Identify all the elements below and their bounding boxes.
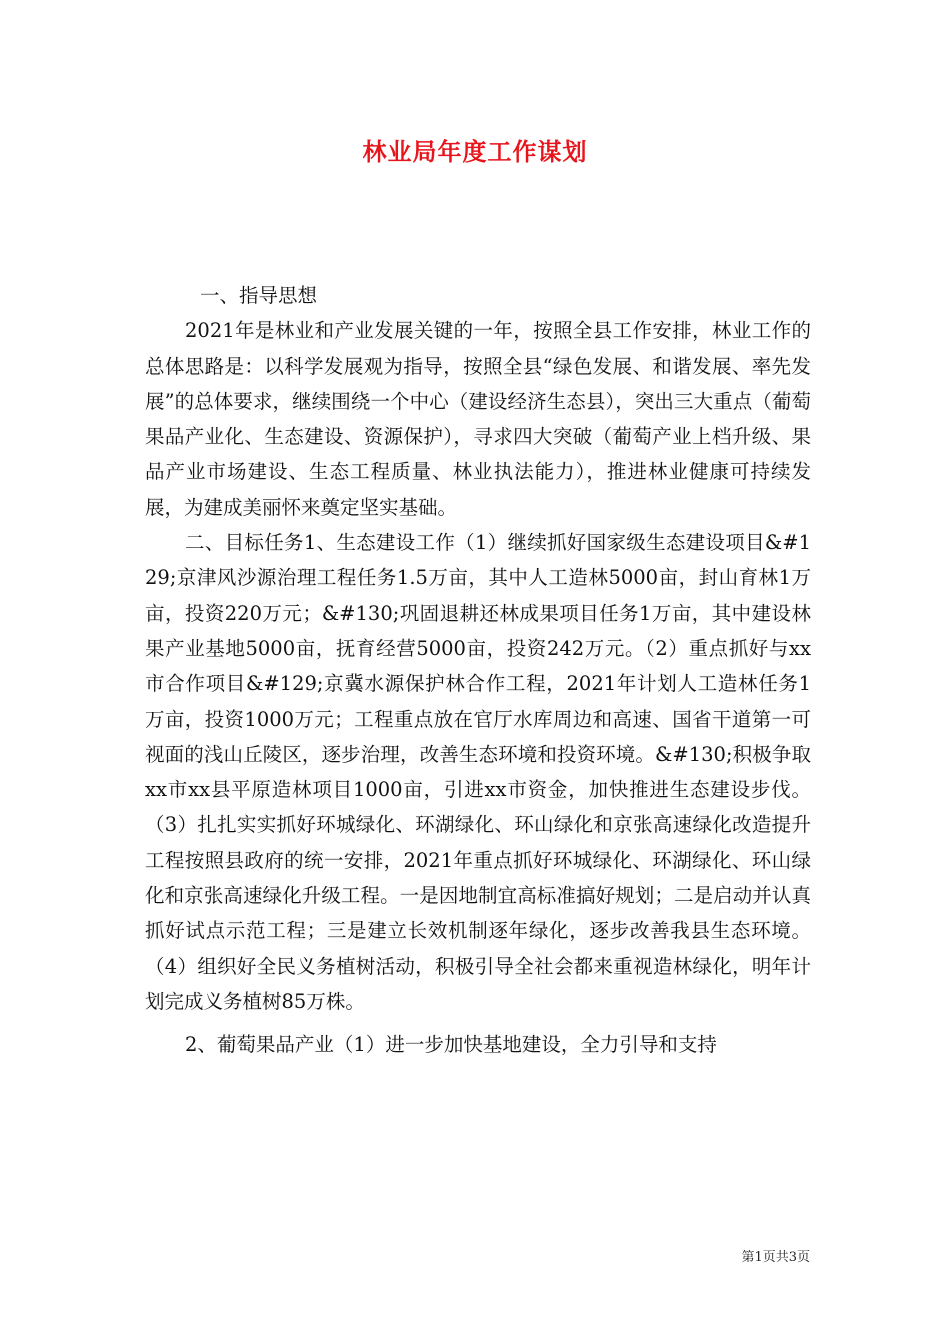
paragraph-grape-fruit-industry: 2、葡萄果品产业（1）进一步加快基地建设，全力引导和支持 — [185, 1033, 717, 1057]
document-body — [145, 278, 811, 1063]
paragraph-targets-tasks: 二、目标任务1、生态建设工作（1）继续抓好国家级生态建设项目&#129;京津风沙源治理工程任务1.5万亩，其中人工造林5000亩，封山育林1万亩，投资220万元；&#130;巩固退耕还林成果项目任务1万亩，其中建设林果产业基地5000亩，抚育经营5000亩，投资242万元。（2）重点抓好与xx市合作项目&#129;京冀水源保护林合作工程，2021年计划人工造林任务1万亩，投资1000万元；工程重点放在官厅水库周边和高速、国省干道第一可视面的浅山丘陵区，逐步治理，改善生态环境和投资环境。&#130;积极争取xx市xx县平原造林项目1000亩，引进xx市资金，加快推进生态建设步伐。（3）扎扎实实抓好环城绿化、环湖绿化、环山绿化和京张高速绿化改造提升工程按照县政府的统一安排，2021年重点抓好环城绿化、环湖绿化、环山绿化和京张高速绿化升级工程。一是因地制宜高标准搞好规划；二是启动并认真抓好试点示范工程；三是建立长效机制逐年绿化，逐步改善我县生态环境。（4）组织好全民义务植树活动，积极引导全社会都来重视造林绿化，明年计划完成义务植树85万株。 — [145, 531, 811, 1013]
section-heading-guiding-ideology: 一、指导思想 — [200, 284, 318, 307]
page-number-footer: 第1页共3页 — [741, 1250, 810, 1265]
document-title: 林业局年度工作谋划 — [362, 137, 588, 166]
paragraph-overall-approach: 2021年是林业和产业发展关键的一年，按照全县工作安排，林业工作的总体思路是：以科学发展观为指导，按照全县“绿色发展、和谐发展、率先发展”的总体要求，继续围绕一个中心（建设经济生态县），突出三大重点（葡萄果品产业化、生态建设、资源保护），寻求四大突破（葡萄产业上档升级、果品产业市场建设、生态工程质量、林业执法能力），推进林业健康可持续发展，为建成美丽怀来奠定坚实基础。 — [145, 319, 811, 519]
